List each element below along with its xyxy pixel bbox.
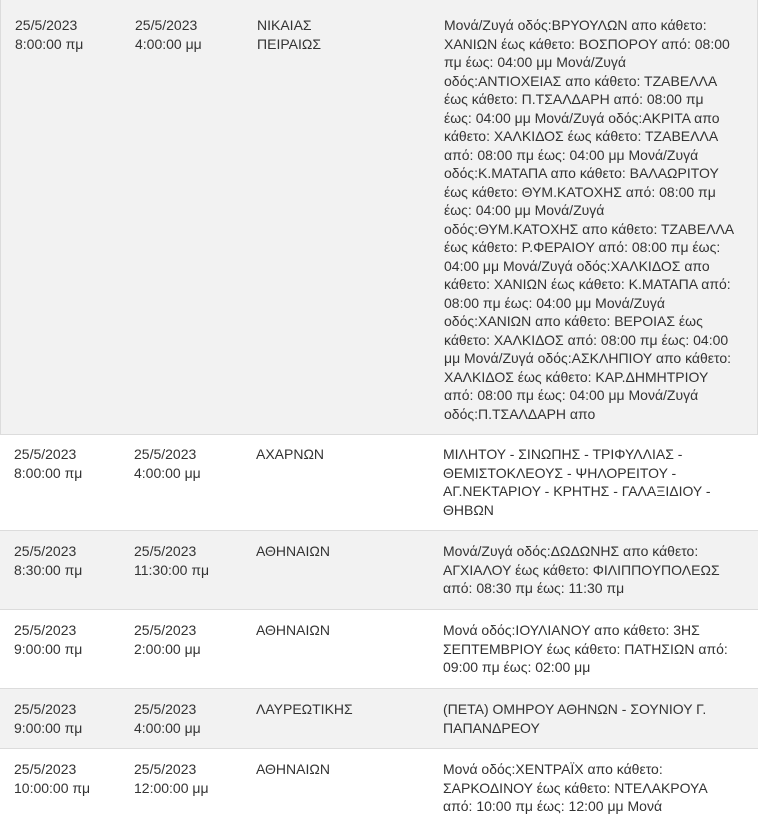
end-datetime-cell <box>134 700 249 737</box>
end-date: 25/5/2023 <box>134 761 197 777</box>
area-cell <box>256 700 436 719</box>
area-line: ΑΘΗΝΑΙΩΝ <box>256 761 330 777</box>
end-time: 2:00:00 μμ <box>134 640 201 657</box>
area-cell <box>256 542 436 561</box>
end-time: 4:00:00 μμ <box>134 464 201 481</box>
start-time: 8:00:00 πμ <box>14 464 83 481</box>
start-time: 9:00:00 πμ <box>14 719 83 736</box>
street-line: ΠΑΠΑΝΔΡΕΟΥ <box>443 719 540 736</box>
area-line: ΑΘΗΝΑΙΩΝ <box>256 543 330 559</box>
start-date: 25/5/2023 <box>14 446 77 462</box>
street-line: ΣΑΡΚΟΔΙΝΟΥ έως κάθετο: ΝΤΕΛΑΚΡΟΥΑ <box>443 779 708 796</box>
street-line: οδός:Κ.ΜΑΤΑΠΑ απο κάθετο: ΒΑΛΑΩΡΙΤΟΥ <box>444 165 719 181</box>
start-datetime-cell <box>14 542 124 579</box>
end-time: 12:00:00 μμ <box>134 779 209 796</box>
table-row <box>0 531 758 610</box>
street-line: Μονά/Ζυγά οδός:ΒΡΥΟΥΛΩΝ απο κάθετο: <box>444 17 707 33</box>
end-time: 4:00:00 μμ <box>135 35 202 52</box>
end-date: 25/5/2023 <box>134 701 197 717</box>
area-line: ΑΘΗΝΑΙΩΝ <box>256 622 330 638</box>
street-line: 04:00 μμ Μονά/Ζυγά οδός:ΧΑΛΚΙΔΟΣ απο <box>444 257 710 274</box>
start-datetime-cell <box>14 760 124 797</box>
street-line: ΑΓΧΙΑΛΟΥ έως κάθετο: ΦΙΛΙΠΠΟΥΠΟΛΕΩΣ <box>443 561 720 578</box>
area-cell <box>256 621 436 640</box>
street-line: έως κάθετο: ΘΥΜ.ΚΑΤΟΧΗΣ από: 08:00 πμ <box>444 183 716 200</box>
start-date: 25/5/2023 <box>14 543 77 559</box>
street-line: από: 08:30 πμ έως: 11:30 πμ <box>443 580 625 596</box>
end-datetime-cell <box>134 445 249 482</box>
street-line: οδός:ΑΝΤΙΟΧΕΙΑΣ απο κάθετο: ΤΖΑΒΕΛΛΑ <box>444 72 718 89</box>
area-cell <box>256 760 436 779</box>
street-line: κάθετο: ΧΑΛΚΙΔΟΣ από: 08:00 πμ έως: 04:00 <box>444 331 729 348</box>
street-line: πμ έως: 04:00 μμ Μονά/Ζυγά <box>444 54 626 70</box>
area-cell <box>256 445 436 464</box>
start-datetime-cell <box>15 16 125 53</box>
street-line: από: 08:00 πμ έως: 04:00 μμ Μονά/Ζυγά <box>444 387 699 403</box>
table-row <box>0 435 758 531</box>
street-line: ΣΕΠΤΕΜΒΡΙΟΥ έως κάθετο: ΠΑΤΗΣΙΩΝ από: <box>443 640 728 657</box>
area-line: ΑΧΑΡΝΩΝ <box>256 446 325 462</box>
street-line: ΧΑΛΚΙΔΟΣ έως κάθετο: ΚΑΡ.ΔΗΜΗΤΡΙΟΥ <box>444 368 709 385</box>
street-line: οδός:ΧΑΝΙΩΝ απο κάθετο: ΒΕΡΟΙΑΣ έως <box>444 313 703 329</box>
street-line: έως κάθετο: Ρ.ΦΕΡΑΙΟΥ από: 08:00 πμ έως: <box>444 239 721 255</box>
table-row <box>0 749 758 813</box>
end-datetime-cell <box>134 542 249 579</box>
streets-cell <box>443 700 743 737</box>
start-time: 10:00:00 πμ <box>14 779 91 796</box>
area-line: ΛΑΥΡΕΩΤΙΚΗΣ <box>256 701 353 717</box>
table-row <box>0 689 758 749</box>
streets-cell <box>443 621 743 677</box>
start-datetime-cell <box>14 445 124 482</box>
end-date: 25/5/2023 <box>134 622 197 638</box>
street-line: από: 08:00 πμ έως: 04:00 μμ Μονά/Ζυγά <box>444 146 699 163</box>
street-line: 09:00 πμ έως: 02:00 μμ <box>443 659 591 675</box>
street-line: ΜΙΛΗΤΟΥ - ΣΙΝΩΠΗΣ - ΤΡΙΦΥΛΛΙΑΣ - <box>443 446 683 462</box>
streets-cell <box>443 445 743 519</box>
street-line: οδός:Π.ΤΣΑΛΔΑΡΗ απο <box>444 405 596 422</box>
street-line: από: 10:00 πμ έως: 12:00 μμ Μονά <box>443 798 663 814</box>
streets-cell <box>443 542 743 598</box>
table-row <box>0 610 758 689</box>
streets-cell <box>444 16 744 423</box>
end-date: 25/5/2023 <box>134 543 197 559</box>
end-datetime-cell <box>134 760 249 797</box>
area-line: ΠΕΙΡΑΙΩΣ <box>257 35 321 52</box>
street-line: Μονά οδός:ΙΟΥΛΙΑΝΟΥ απο κάθετο: 3ΗΣ <box>443 622 700 638</box>
area-cell <box>257 16 437 53</box>
start-date: 25/5/2023 <box>14 701 77 717</box>
start-time: 9:00:00 πμ <box>14 640 83 657</box>
end-time: 4:00:00 μμ <box>134 719 201 736</box>
street-line: Μονά οδός:ΧΕΝΤΡΑΪΧ απο κάθετο: <box>443 761 663 777</box>
street-line: Μονά/Ζυγά οδός:ΔΩΔΩΝΗΣ απο κάθετο: <box>443 543 699 559</box>
street-line: οδός:ΘΥΜ.ΚΑΤΟΧΗΣ απο κάθετο: ΤΖΑΒΕΛΛΑ <box>444 220 735 237</box>
street-line: ΘΕΜΙΣΤΟΚΛΕΟΥΣ - ΨΗΛΟΡΕΙΤΟΥ - <box>443 464 677 481</box>
start-date: 25/5/2023 <box>15 17 78 33</box>
start-time: 8:00:00 πμ <box>15 35 84 52</box>
street-line: έως κάθετο: Π.ΤΣΑΛΔΑΡΗ από: 08:00 πμ <box>444 91 704 107</box>
street-line: 08:00 πμ έως: 04:00 μμ Μονά/Ζυγά <box>444 294 665 311</box>
street-line: κάθετο: ΧΑΛΚΙΔΟΣ έως κάθετο: ΤΖΑΒΕΛΛΑ <box>444 128 719 144</box>
end-time: 11:30:00 πμ <box>134 561 210 578</box>
street-line: ΘΗΒΩΝ <box>443 501 494 518</box>
start-date: 25/5/2023 <box>14 622 77 638</box>
start-datetime-cell <box>14 700 124 737</box>
street-line: ΑΓ.ΝΕΚΤΑΡΙΟΥ - ΚΡΗΤΗΣ - ΓΑΛΑΞΙΔΙΟΥ - <box>443 483 711 499</box>
start-date: 25/5/2023 <box>14 761 77 777</box>
streets-cell <box>443 760 743 816</box>
area-line: ΝΙΚΑΙΑΣ <box>257 17 312 33</box>
street-line: ΧΑΝΙΩΝ έως κάθετο: ΒΟΣΠΟΡΟΥ από: 08:00 <box>444 35 730 52</box>
end-date: 25/5/2023 <box>135 17 198 33</box>
street-line: (ΠΕΤΑ) ΟΜΗΡΟΥ ΑΘΗΝΩΝ - ΣΟΥΝΙΟΥ Γ. <box>443 701 707 717</box>
end-date: 25/5/2023 <box>134 446 197 462</box>
start-datetime-cell <box>14 621 124 658</box>
end-datetime-cell <box>134 621 249 658</box>
street-line: κάθετο: ΧΑΝΙΩΝ έως κάθετο: Κ.ΜΑΤΑΠΑ από: <box>444 276 731 292</box>
start-time: 8:30:00 πμ <box>14 561 83 578</box>
street-line: μμ Μονά/Ζυγά οδός:ΑΣΚΛΗΠΙΟΥ απο κάθετο: <box>444 350 732 366</box>
street-line: έως: 04:00 μμ Μονά/Ζυγά <box>444 202 605 218</box>
street-line: έως: 04:00 μμ Μονά/Ζυγά οδός:ΑΚΡΙΤΑ απο <box>444 109 720 126</box>
end-datetime-cell <box>135 16 250 53</box>
